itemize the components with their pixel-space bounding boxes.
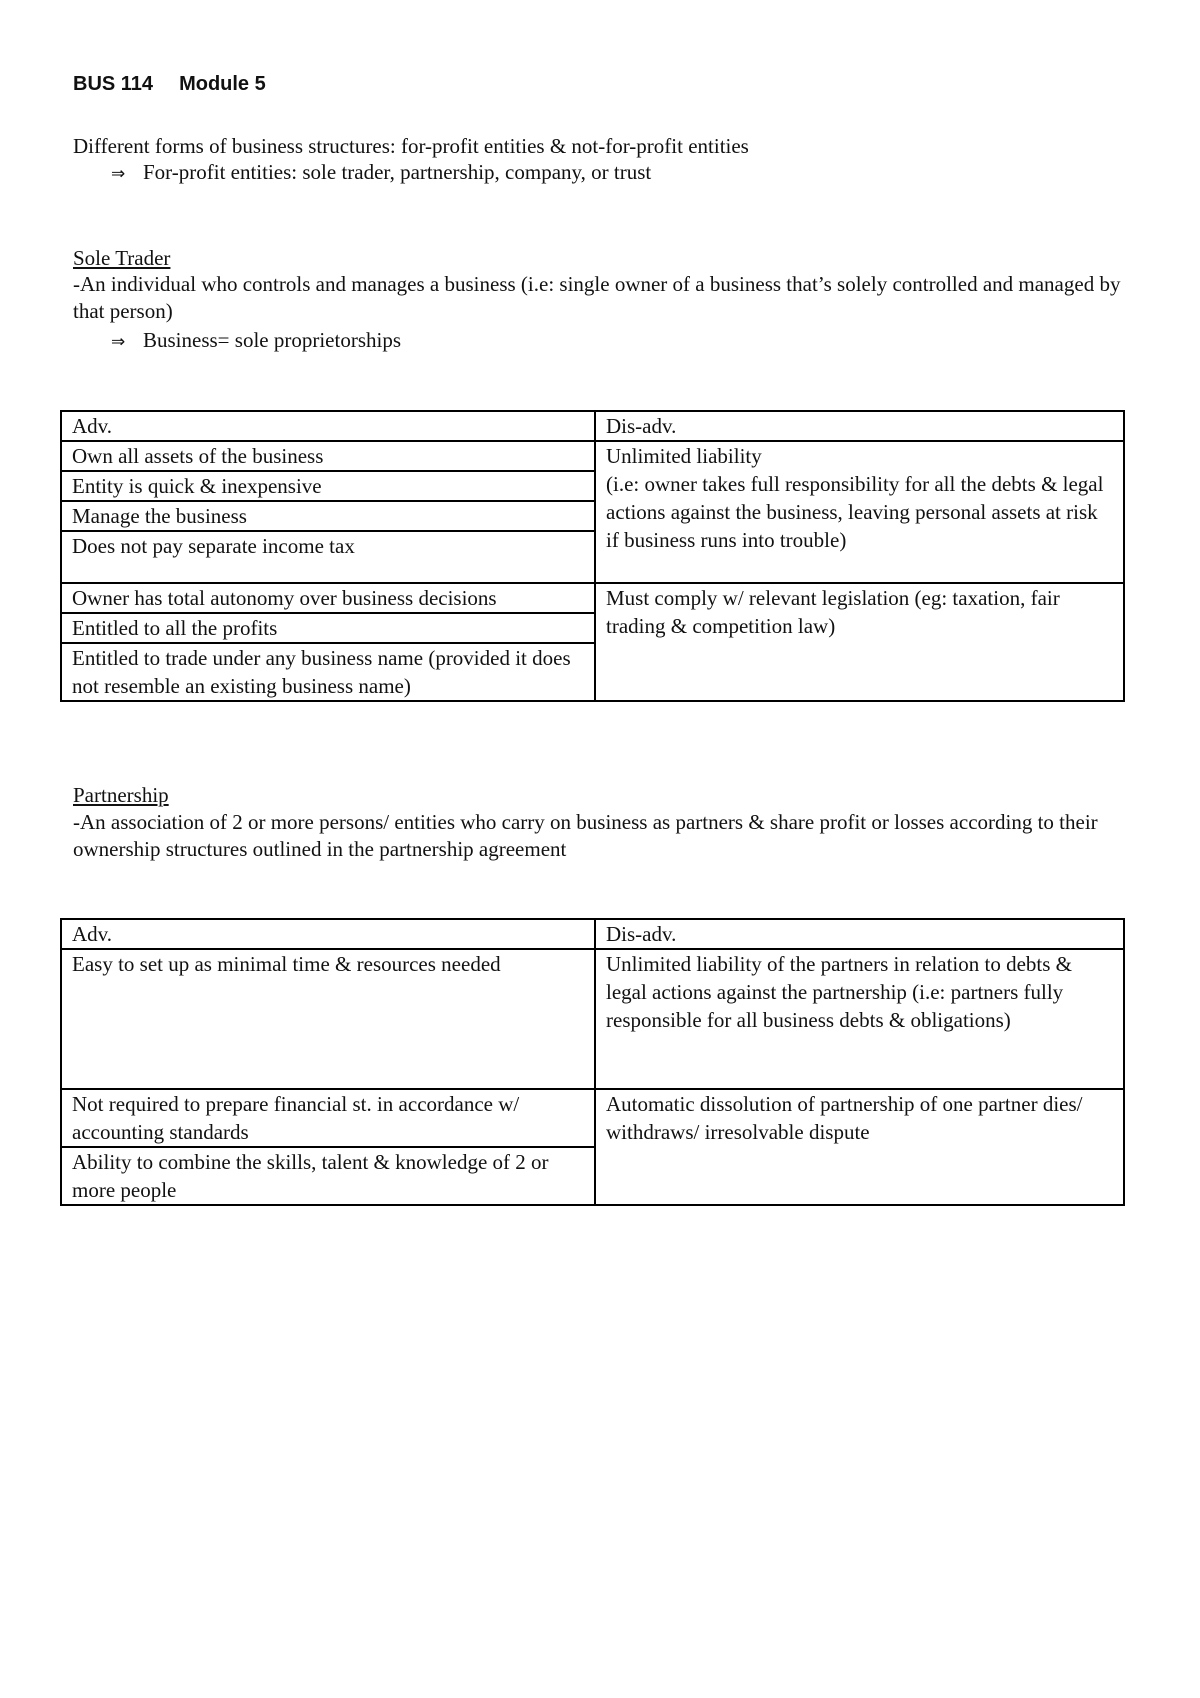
adv-cell: Easy to set up as minimal time & resources needed — [61, 949, 595, 1089]
partnership-table — [60, 918, 1125, 1206]
sole-trader-definition: -An individual who controls and manages a business (i.e: single owner of a business that’s solely controlled and managed by that person) — [73, 272, 1121, 323]
arrow-icon: ⇒ — [111, 164, 126, 184]
intro-text: Different forms of business structures: for-profit entities & not-for-profit entities — [73, 134, 749, 158]
module-label: Module 5 — [179, 73, 266, 95]
adv-cell: Ability to combine the skills, talent & knowledge of 2 or more people — [61, 1147, 595, 1205]
adv-cell: Entitled to trade under any business name (provided it does not resemble an existing business name) — [61, 643, 595, 701]
adv-cell: Does not pay separate income tax — [61, 531, 595, 583]
disadv-header: Dis-adv. — [595, 919, 1124, 949]
adv-cell: Not required to prepare financial st. in accordance w/ accounting standards — [61, 1089, 595, 1147]
adv-cell: Entitled to all the profits — [61, 613, 595, 643]
disadv-cell: Automatic dissolution of partnership of one partner dies/ withdraws/ irresolvable dispute — [595, 1089, 1124, 1205]
partnership-definition: -An association of 2 or more persons/ entities who carry on business as partners & share profit or losses according to their ownership structures outlined in the partnership agreement — [73, 810, 1098, 861]
disadv-header: Dis-adv. — [595, 411, 1124, 441]
intro-bullet-text: For-profit entities: sole trader, partnership, company, or trust — [143, 160, 652, 184]
sole-trader-table — [60, 410, 1125, 702]
disadv-cell: Must comply w/ relevant legislation (eg: taxation, fair trading & competition law) — [595, 583, 1124, 701]
intro-bullet — [111, 158, 651, 188]
sole-trader-bullet-text: Business= sole proprietorships — [143, 328, 401, 352]
adv-header: Adv. — [61, 919, 595, 949]
partnership-title: Partnership — [73, 783, 169, 807]
adv-cell: Entity is quick & inexpensive — [61, 471, 595, 501]
course-code: BUS 114 — [73, 73, 154, 95]
adv-header: Adv. — [61, 411, 595, 441]
sole-trader-title: Sole Trader — [73, 246, 171, 270]
adv-cell: Own all assets of the business — [61, 441, 595, 471]
adv-cell: Manage the business — [61, 501, 595, 531]
document-heading — [73, 73, 266, 96]
disadv-cell: Unlimited liability of the partners in relation to debts & legal actions against the partnership (i.e: partners fully responsible for all business debts & obligations) — [595, 949, 1124, 1089]
disadv-cell: Unlimited liability (i.e: owner takes full responsibility for all the debts & legal actions against the business, leaving personal assets at risk if business runs into trouble) — [595, 441, 1124, 583]
sole-trader-bullet — [111, 326, 401, 356]
arrow-icon: ⇒ — [111, 332, 126, 352]
adv-cell: Owner has total autonomy over business decisions — [61, 583, 595, 613]
